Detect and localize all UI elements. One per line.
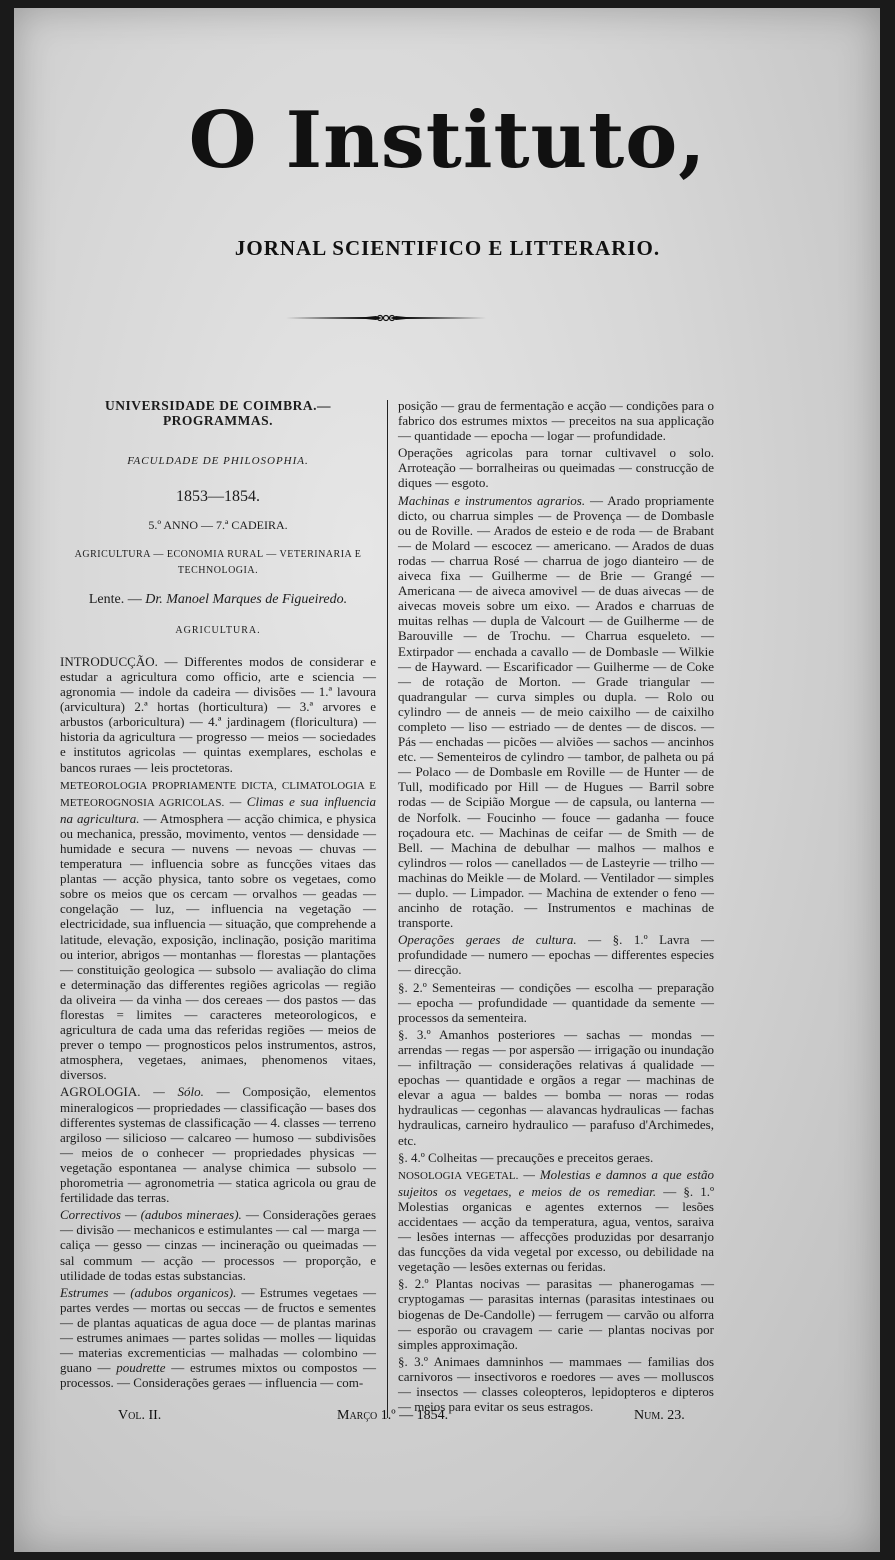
general-operations-italic: Operações geraes de cultura. <box>398 932 577 948</box>
machines-italic: Machinas e instrumentos agrarios. <box>398 492 586 508</box>
agro-text: — Composição, elementos mineralogicos — propriedades — classificação — bases dos differentes systemas de classificação — 4. classes — terreno argiloso — silicioso — calcareo — humoso — subdivisões — meios de o conhecer — propriedades physicas — vegetação espontanea — analyse chimica — subsolo — phorometria — agronometria — statica agricola ou grau de fertilidade das terras. <box>60 1084 376 1206</box>
plantas-nocivas-paragraph: §. 2.º Plantas nocivas — parasitas — phanerogamas — cryptogamas — parasitas internas (parasitas intestinaes ou biogenas de De-Candolle) — ferrugem — carvão ou alforra — esporão ou cravagem — carie — plantas nocivas por simples approximação. <box>398 1276 714 1352</box>
intro-label: INTRODUCÇÃO. <box>60 653 158 669</box>
operations-paragraph: Operações agricolas para tornar cultivavel o solo. Arroteação — borralheiras ou queimadas — construcção de diques — esgoto. <box>398 445 714 491</box>
masthead-title: O Instituto, <box>188 95 707 186</box>
general-operations-text: — §. 1.º Lavra — profundidade — numero — epochas — differentes especies — direcção. <box>398 932 714 978</box>
estrumes-italic: Estrumes — (adubos organicos). <box>60 1284 237 1300</box>
footer-volume: Vol. II. <box>118 1408 162 1423</box>
academic-years: 1853—1854. <box>176 488 260 506</box>
ornament-rule <box>286 310 486 326</box>
column-rule <box>387 400 388 1418</box>
footer-date: Março 1.º — 1854. <box>337 1408 449 1423</box>
left-column <box>60 398 376 1390</box>
nosologia-paragraph <box>398 1167 714 1275</box>
section-heading: AGRICULTURA — ECONOMIA RURAL — VETERINARIA E TECHNOLOGIA. <box>74 549 362 576</box>
machines-text: — Arado propriamente dicto, ou charrua simples — de Provença — de Dombasle ou de Roville. — Arados de esteio e de roda — de Brabant — de Molard — escocez — americano. — Arados de duas rodas — charrua Rosé — charrua de jogo dianteiro — de aiveca fixa — Guilherme — de Brie — Grangé — Americana — de aiveca amovivel — de duas aivecas — de aivecas moveis sobre um eixo. — Arados e charruas de muitas relhas — dupla de Valcourt — de Guilherme — de Barouville — de Trochu. — Charrua esqueleto. — Extirpador — enchada a cavallo — de Dombasle — Wilkie — de Hayward. — Escarificador — Guilherme — de Coke — de rotação de Morton. — Grade triangular — quadrangular — curva simples ou dupla. — Rolo ou cylindro — de anneis — de meio caixilho — de caixilho completo — liso — estriado — de dentes — de discos. — Pás — enchadas — picões — alviões — sachos — ancinhos etc. — Sementeiros de cylindro — tambor, de palheta ou pá — Polaco — de Dombasle em Roville — de Hunter — de Tull, modificado por Hill — de Hugues — Barril sobre rodas — de Scipião Morgue — de capsula, ou lanterna — de Norfolk. — Foucinho — fouce — gadanha — fouce roçadoura etc. — Machinas de ceifar — de Smith — de Bell. — Machina de debulhar — malhos — malhos e cylindros — rolos — canellados — de Lasteyrie — trilho — machinas do Meikle — de Molard. — Ventilador — simples — duplo. — Limpador. — Machina de extender o feno — ancinho de rotação. — Instrumentos e machinas de transporte. <box>398 492 715 931</box>
nosologia-label: NOSOLOGIA VEGETAL. <box>398 1169 519 1182</box>
agro-paragraph <box>60 1084 376 1205</box>
estrumes-paragraph <box>60 1285 376 1391</box>
meteo-label: METEOROLOGIA PROPRIAMENTE DICTA, CLIMATOLOGIA E METEOROGNOSIA AGRICOLAS. <box>60 779 376 809</box>
meteo-text: — Atmosphera — acção chimica, e physica ou mechanica, pressão, movimento, ventos — densidade — humidade e secura — nuvens — nevoas — chuvas — temperatura — influencia sobre as funcções vitaes das plantas — acção physica, tanto sobre os vegetaes, como sobre os meios que os cercam — orvalhos — geadas — congelação — luz, — influencia na vegetação — electricidade, sua influencia — situação, que comprehende a latitude, elevação, exposição, inclinação, posição maritima ou interior, abrigos — montanhas — florestas — plantações — constituição geologica — subsolo — avaliação do clima e determinação das differentes regiões agricolas — região da oliveira — da vinha — dos cereaes — dos pastos — das florestas = limites — caracteres meteorologicos, e agricultura de cada uma das referidas regiões — meios de prever o tempo — prognosticos pelos instrumentos, astros, atmosphera, vegetaes, animaes, phenomenos vitaes, diversos. <box>60 810 377 1083</box>
programmas-heading: UNIVERSIDADE DE COIMBRA.— PROGRAMMAS. <box>105 398 331 429</box>
cadeira-line: 5.º ANNO — 7.ª CADEIRA. <box>148 518 288 533</box>
lente-label: Lente. — <box>88 591 142 607</box>
intro-text: — Differentes modos de considerar e estudar a agricultura como officio, arte e sciencia — agronomia — indole da cadeira — divisões — 1.ª lavoura (arvicultura) 2.ª hortas (horticultura) — 3.ª arvores e arbustos (arboricultura) — 4.ª jardinagem (floricultura) — historia da agricultura — progresso — meios — sociedades e institutos agricolas — quintas exemplares, escholas e bancos ruraes — leis proctetoras. <box>60 653 376 775</box>
estrumes-text: — Estrumes vegetaes — partes verdes — mortas ou seccas — de fructos e sementes — de plantas aquaticas de agua doce — de plantas marinas — estrumes animaes — partes solidas — molles — liquidas — materias excrementicias — malhadas — colombino — guano — <box>60 1284 376 1376</box>
animaes-paragraph: §. 3.º Animaes damninhos — mammaes — familias dos carnivoros — insectivoros e roedores — aves — molluscos — insectos — classes coleopteros, lepidopteros e dipteros — meios para evitar os seus estragos. <box>398 1353 714 1415</box>
correctivos-text: — Considerações geraes — divisão — mechanicos e estimulantes — cal — marga — caliça — gesso — cinzas — incineração ou queimadas — sal commum — acção — processos — proporção, e utilidade de todas estas substancias. <box>60 1207 376 1283</box>
sementeiras-paragraph: §. 2.º Sementeiras — condições — escolha — preparação — epocha — profundidade — quantidade da semente — processos da sementeira. <box>398 979 714 1025</box>
meteo-paragraph <box>60 777 376 1083</box>
composition-paragraph: posição — grau de fermentação e acção — condições para o fabrico dos estrumes mixtos — preceitos na sua applicação — quantidade — epocha — logar — profundidade. <box>398 398 714 444</box>
general-operations-paragraph <box>398 932 714 977</box>
estrumes-text-2: — estrumes mixtos ou compostos — processos. — Considerações geraes — influencia — com- <box>60 1360 377 1391</box>
estrumes-italic-2: poudrette <box>116 1360 166 1376</box>
correctivos-paragraph <box>60 1207 376 1282</box>
lente-line <box>60 592 376 607</box>
lente-name: Dr. Manoel Marques de Figueiredo. <box>145 591 348 607</box>
nosologia-italic: — Molestias e damnos a que estão sujeitos os vegetaes, e meios de os remediar. <box>398 1166 715 1199</box>
intro-paragraph <box>60 654 376 775</box>
faculty-heading: FACULDADE DE PHILOSOPHIA. <box>127 455 309 468</box>
agriculture-heading: AGRICULTURA. <box>175 624 261 636</box>
colheitas-paragraph: §. 4.º Colheitas — precauções e preceitos geraes. <box>398 1149 654 1165</box>
nosologia-text: — §. 1.º Molestias organicas e agentes externos — lesões accidentaes — acção da temperatura, agua, ventos, saraiva — lesões internas — affecções produzidas por desarranjo das funcções da vida vegetal por excesso, ou debilidade na vegetação — lesões externas ou feridas. <box>398 1183 715 1275</box>
agro-italic: — Sólo. <box>153 1084 204 1100</box>
right-column <box>398 398 714 1414</box>
amanhos-paragraph: §. 3.º Amanhos posteriores — sachas — mondas — arrendas — regas — por aspersão — irrigação ou inundação — infiltração — considerações relativas á qualidade — epochas — quantidade e orgãos a regar — machinas de elevar a agua — baldes — bomba — noras — rodas hydraulicas — cegonhas — alavancas hydraulicas — fachas hydraulicas, carneiro hydraulico — parafuso d'Archimedes, etc. <box>398 1026 714 1148</box>
machines-paragraph <box>398 493 714 931</box>
meteo-italic: — Climas e sua influencia na agricultura. <box>60 793 376 826</box>
masthead-subtitle: JORNAL SCIENTIFICO E LITTERARIO. <box>234 236 661 260</box>
correctivos-italic: Correctivos — (adubos mineraes). <box>60 1207 242 1223</box>
footer-number: Num. 23. <box>634 1408 685 1423</box>
agro-label: AGROLOGIA. <box>60 1084 141 1100</box>
